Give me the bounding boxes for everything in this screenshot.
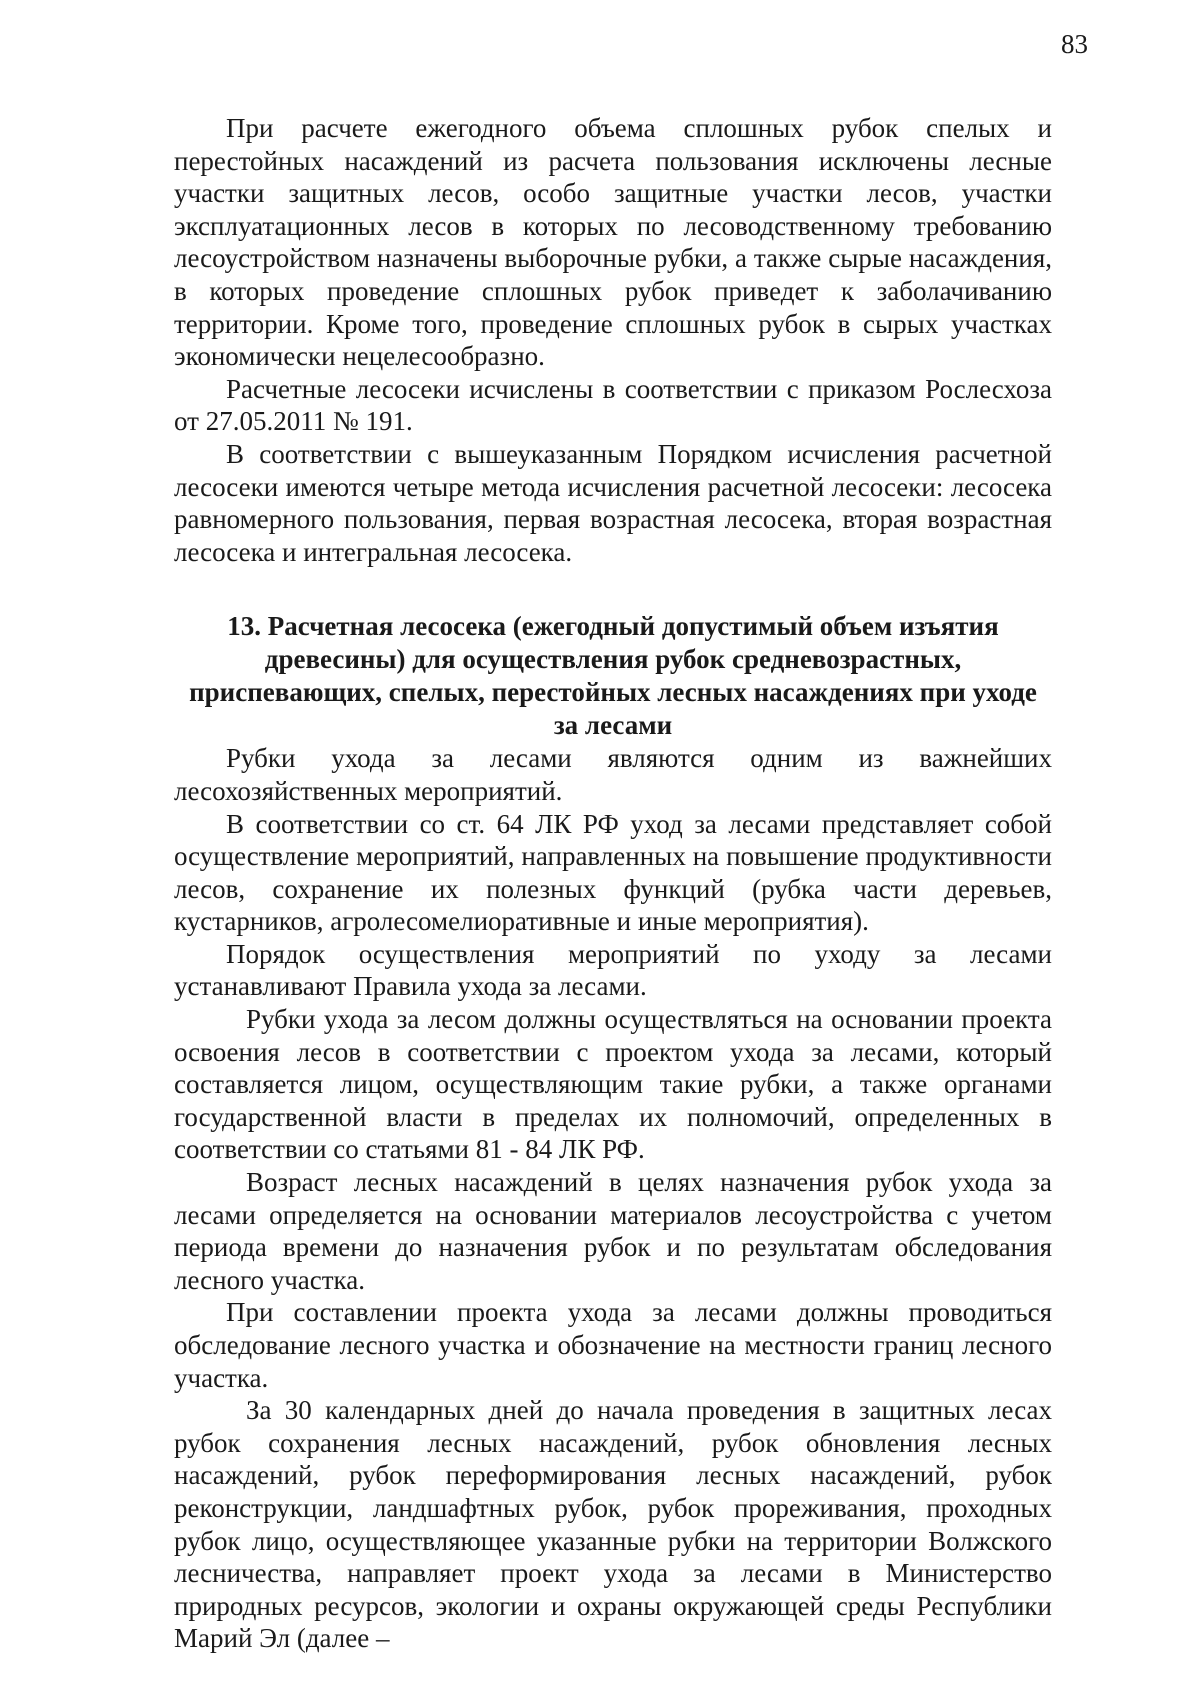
- paragraph-1: Рубки ухода за лесами являются одним из важнейших лесохозяйственных мероприятий.: [174, 743, 1052, 806]
- page-number: 83: [1061, 29, 1088, 59]
- paragraph-3: Порядок осуществления мероприятий по уходу за лесами устанавливают Правила ухода за лесами.: [174, 938, 1052, 1002]
- paragraph-5: Возраст лесных насаждений в целях назначения рубок ухода за лесами определяется на основании материалов лесоустройства с учетом периода времени до назначения рубок и по результатам обследования лесного участка.: [174, 1167, 1052, 1295]
- paragraph-2: В соответствии со ст. 64 ЛК РФ уход за лесами представляет собой осуществление мероприятий, направленных на повышение продуктивности лесов, сохранение их полезных функций (рубка части деревьев, кустарников, агролесомелиоративные и иные мероприятия).: [174, 808, 1052, 937]
- section-heading: 13. Расчетная лесосека (ежегодный допустимый объем изъятия древесины) для осуществления рубок средневозрастных, приспевающих, спелых, перестойных лесных насаждениях при уходе за лесами: [189, 611, 1037, 741]
- paragraph-4: Рубки ухода за лесом должны осуществляться на основании проекта освоения лесов в соответствии с проектом ухода за лесами, который составляется лицом, осуществляющим такие рубки, а также органами государственной власти в пределах их полномочий, определенных в соответствии со статьями 81 - 84 ЛК РФ.: [174, 1004, 1052, 1165]
- paragraph-pre-3: В соответствии с вышеуказанным Порядком исчисления расчетной лесосеки имеются четыре метода исчисления расчетной лесосеки: лесосека равномерного пользования, первая возрастная лесосека, вторая возрастная лесосека и интегральная лесосека.: [174, 438, 1052, 567]
- paragraph-pre-1: При расчете ежегодного объема сплошных рубок спелых и перестойных насаждений из расчета пользования исключены лесные участки защитных лесов, особо защитные участки лесов, участки эксплуатационных лесов в которых по лесоводственному требованию лесоустройством назначены выборочные рубки, а также сырые насаждения, в которых проведение сплошных рубок приведет к заболачиванию территории. Кроме того, проведение сплошных рубок в сырых участках экономически нецелесообразно.: [174, 113, 1052, 372]
- paragraph-pre-2: Расчетные лесосеки исчислены в соответствии с приказом Рослесхоза от 27.05.2011 № 191.: [174, 373, 1052, 437]
- document-body: [174, 0, 1052, 1655]
- paragraph-6: При составлении проекта ухода за лесами должны проводиться обследование лесного участка и обозначение на местности границ лесного участка.: [174, 1297, 1052, 1393]
- paragraph-7: За 30 календарных дней до начала проведения в защитных лесах рубок сохранения лесных насаждений, рубок обновления лесных насаждений, рубок переформирования лесных насаждений, рубок реконструкции, ландшафтных рубок, рубок прореживания, проходных рубок лицо, осуществляющее указанные рубки на территории Волжского лесничества, направляет проект ухода за лесами в Министерство природных ресурсов, экологии и охраны окружающей среды Республики Марий Эл (далее –: [174, 1395, 1052, 1654]
